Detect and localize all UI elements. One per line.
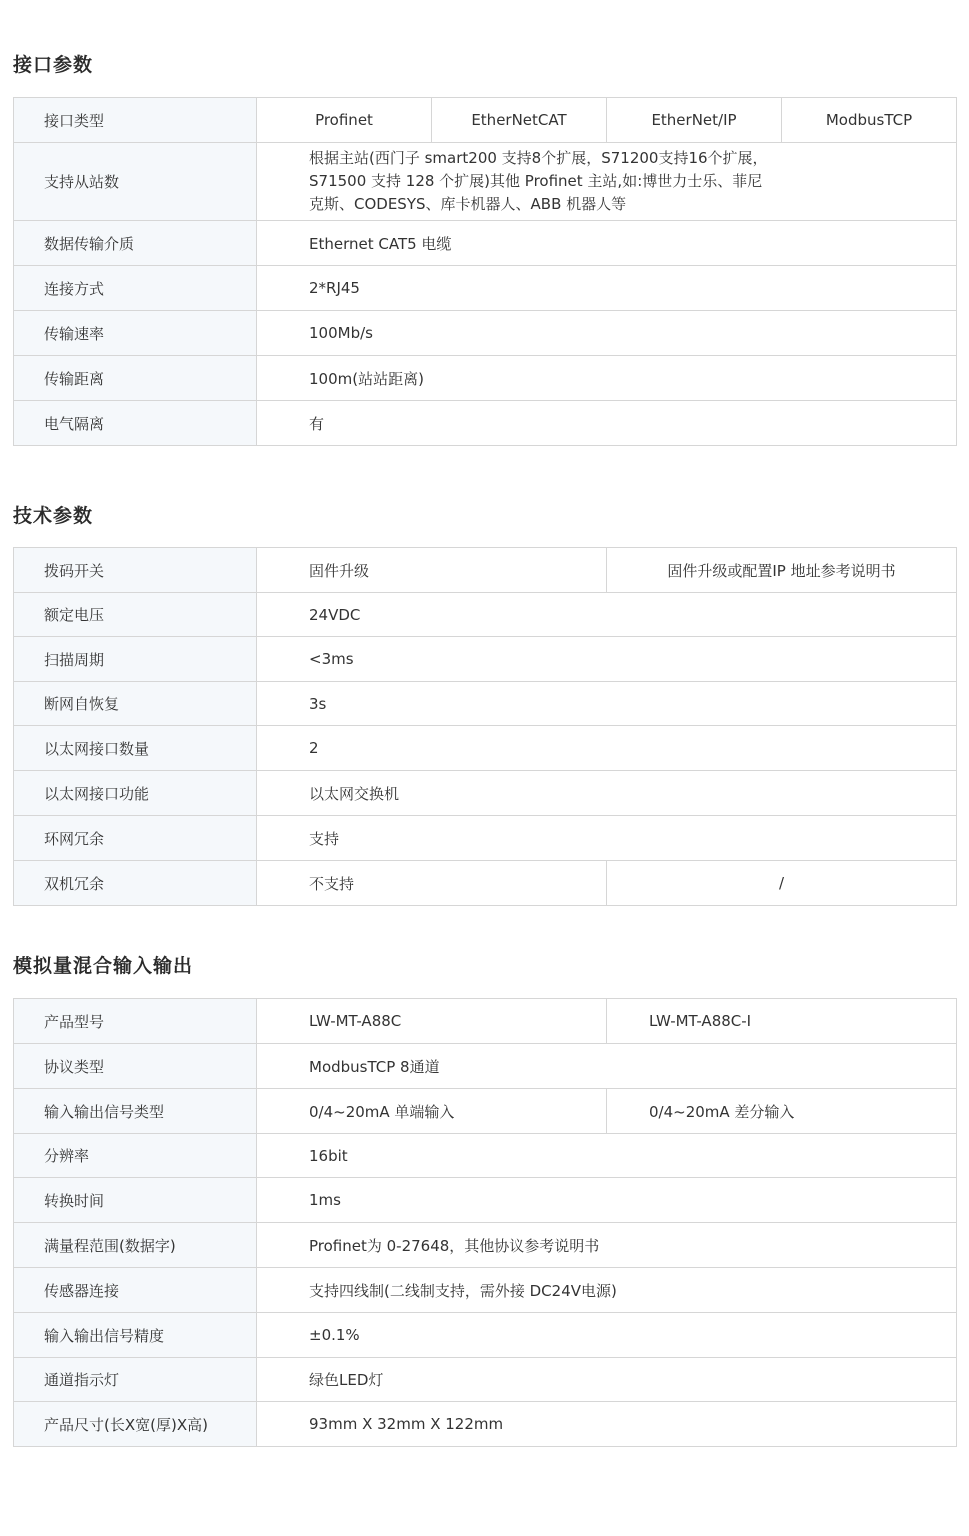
row-value: 3s bbox=[257, 682, 957, 726]
table-row bbox=[14, 1402, 957, 1447]
row-value: 100Mb/s bbox=[257, 311, 957, 356]
row-value: <3ms bbox=[257, 637, 957, 682]
row-value: 有 bbox=[257, 401, 957, 446]
row-value: Profinet为 0-27648，其他协议参考说明书 bbox=[257, 1223, 957, 1268]
table-row bbox=[14, 1223, 957, 1268]
row-label: 以太网接口功能 bbox=[14, 771, 257, 816]
row-value: 支持 bbox=[257, 816, 957, 861]
row-label: 扫描周期 bbox=[14, 637, 257, 682]
table-row bbox=[14, 221, 957, 266]
table-row bbox=[14, 637, 957, 682]
row-label: 转换时间 bbox=[14, 1178, 257, 1223]
row-label: 满量程范围(数据字) bbox=[14, 1223, 257, 1268]
row-value: Ethernet CAT5 电缆 bbox=[257, 221, 957, 266]
table-row bbox=[14, 1313, 957, 1358]
table-row bbox=[14, 816, 957, 861]
cell-profinet: Profinet bbox=[257, 98, 432, 143]
row-label: 断网自恢复 bbox=[14, 682, 257, 726]
cell-modbustcp: ModbusTCP bbox=[782, 98, 957, 143]
row-value-2: 固件升级或配置IP 地址参考说明书 bbox=[607, 548, 957, 593]
table-row bbox=[14, 726, 957, 771]
table-row bbox=[14, 1358, 957, 1402]
row-label: 以太网接口数量 bbox=[14, 726, 257, 771]
section-title-technical: 技术参数 bbox=[13, 505, 94, 527]
row-value: LW-MT-A88C bbox=[257, 999, 607, 1044]
table-row bbox=[14, 548, 957, 593]
row-label: 产品尺寸(长X宽(厚)X高) bbox=[14, 1402, 257, 1447]
row-label: 产品型号 bbox=[14, 999, 257, 1044]
section-title-analog: 模拟量混合输入输出 bbox=[13, 955, 194, 977]
row-label: 传输速率 bbox=[14, 311, 257, 356]
row-value: ±0.1% bbox=[257, 1313, 957, 1358]
table-row bbox=[14, 143, 957, 221]
row-value: ModbusTCP 8通道 bbox=[257, 1044, 957, 1089]
row-value: 支持四线制(二线制支持，需外接 DC24V电源) bbox=[257, 1268, 957, 1313]
value-line: S71500 支持 128 个扩展)其他 Profinet 主站,如:博世力士乐、菲尼 bbox=[309, 172, 763, 190]
row-value: 16bit bbox=[257, 1134, 957, 1178]
row-label: 分辨率 bbox=[14, 1134, 257, 1178]
row-value-2: LW-MT-A88C-I bbox=[607, 999, 957, 1044]
row-label: 额定电压 bbox=[14, 593, 257, 637]
row-label: 输入输出信号类型 bbox=[14, 1089, 257, 1134]
row-label: 支持从站数 bbox=[14, 143, 257, 221]
table-row bbox=[14, 266, 957, 311]
row-value: 0/4~20mA 单端输入 bbox=[257, 1089, 607, 1134]
cell-ethernetip: EtherNet/IP bbox=[607, 98, 782, 143]
interface-params-table bbox=[13, 97, 957, 446]
row-value: 100m(站站距离) bbox=[257, 356, 957, 401]
analog-io-table bbox=[13, 998, 957, 1447]
table-row bbox=[14, 1089, 957, 1134]
table-row bbox=[14, 311, 957, 356]
row-value-2: / bbox=[607, 861, 957, 906]
row-value: 不支持 bbox=[257, 861, 607, 906]
table-row bbox=[14, 356, 957, 401]
table-row bbox=[14, 1268, 957, 1313]
row-label: 拨码开关 bbox=[14, 548, 257, 593]
table-row bbox=[14, 1178, 957, 1223]
table-row bbox=[14, 401, 957, 446]
section-title-interface: 接口参数 bbox=[13, 54, 94, 76]
row-value: 固件升级 bbox=[257, 548, 607, 593]
technical-params-table bbox=[13, 547, 957, 906]
row-label: 数据传输介质 bbox=[14, 221, 257, 266]
table-row bbox=[14, 999, 957, 1044]
table-row bbox=[14, 98, 957, 143]
cell-ethernetcat: EtherNetCAT bbox=[432, 98, 607, 143]
row-label: 通道指示灯 bbox=[14, 1358, 257, 1402]
row-value: 24VDC bbox=[257, 593, 957, 637]
row-value bbox=[257, 143, 957, 221]
value-line: 克斯、CODESYS、库卡机器人、ABB 机器人等 bbox=[309, 195, 627, 213]
row-label: 环网冗余 bbox=[14, 816, 257, 861]
row-label: 电气隔离 bbox=[14, 401, 257, 446]
row-label: 输入输出信号精度 bbox=[14, 1313, 257, 1358]
table-row bbox=[14, 1044, 957, 1089]
row-label: 协议类型 bbox=[14, 1044, 257, 1089]
row-value: 以太网交换机 bbox=[257, 771, 957, 816]
table-row bbox=[14, 1134, 957, 1178]
row-value: 93mm X 32mm X 122mm bbox=[257, 1402, 957, 1447]
row-value: 绿色LED灯 bbox=[257, 1358, 957, 1402]
row-value: 1ms bbox=[257, 1178, 957, 1223]
row-value: 2 bbox=[257, 726, 957, 771]
row-label: 传感器连接 bbox=[14, 1268, 257, 1313]
row-value: 2*RJ45 bbox=[257, 266, 957, 311]
row-label: 双机冗余 bbox=[14, 861, 257, 906]
table-row bbox=[14, 682, 957, 726]
row-label: 连接方式 bbox=[14, 266, 257, 311]
table-row bbox=[14, 771, 957, 816]
value-line: 根据主站(西门子 smart200 支持8个扩展，S71200支持16个扩展， bbox=[309, 149, 768, 167]
row-label: 传输距离 bbox=[14, 356, 257, 401]
row-label: 接口类型 bbox=[14, 98, 257, 143]
table-row bbox=[14, 593, 957, 637]
table-row bbox=[14, 861, 957, 906]
row-value-2: 0/4~20mA 差分输入 bbox=[607, 1089, 957, 1134]
